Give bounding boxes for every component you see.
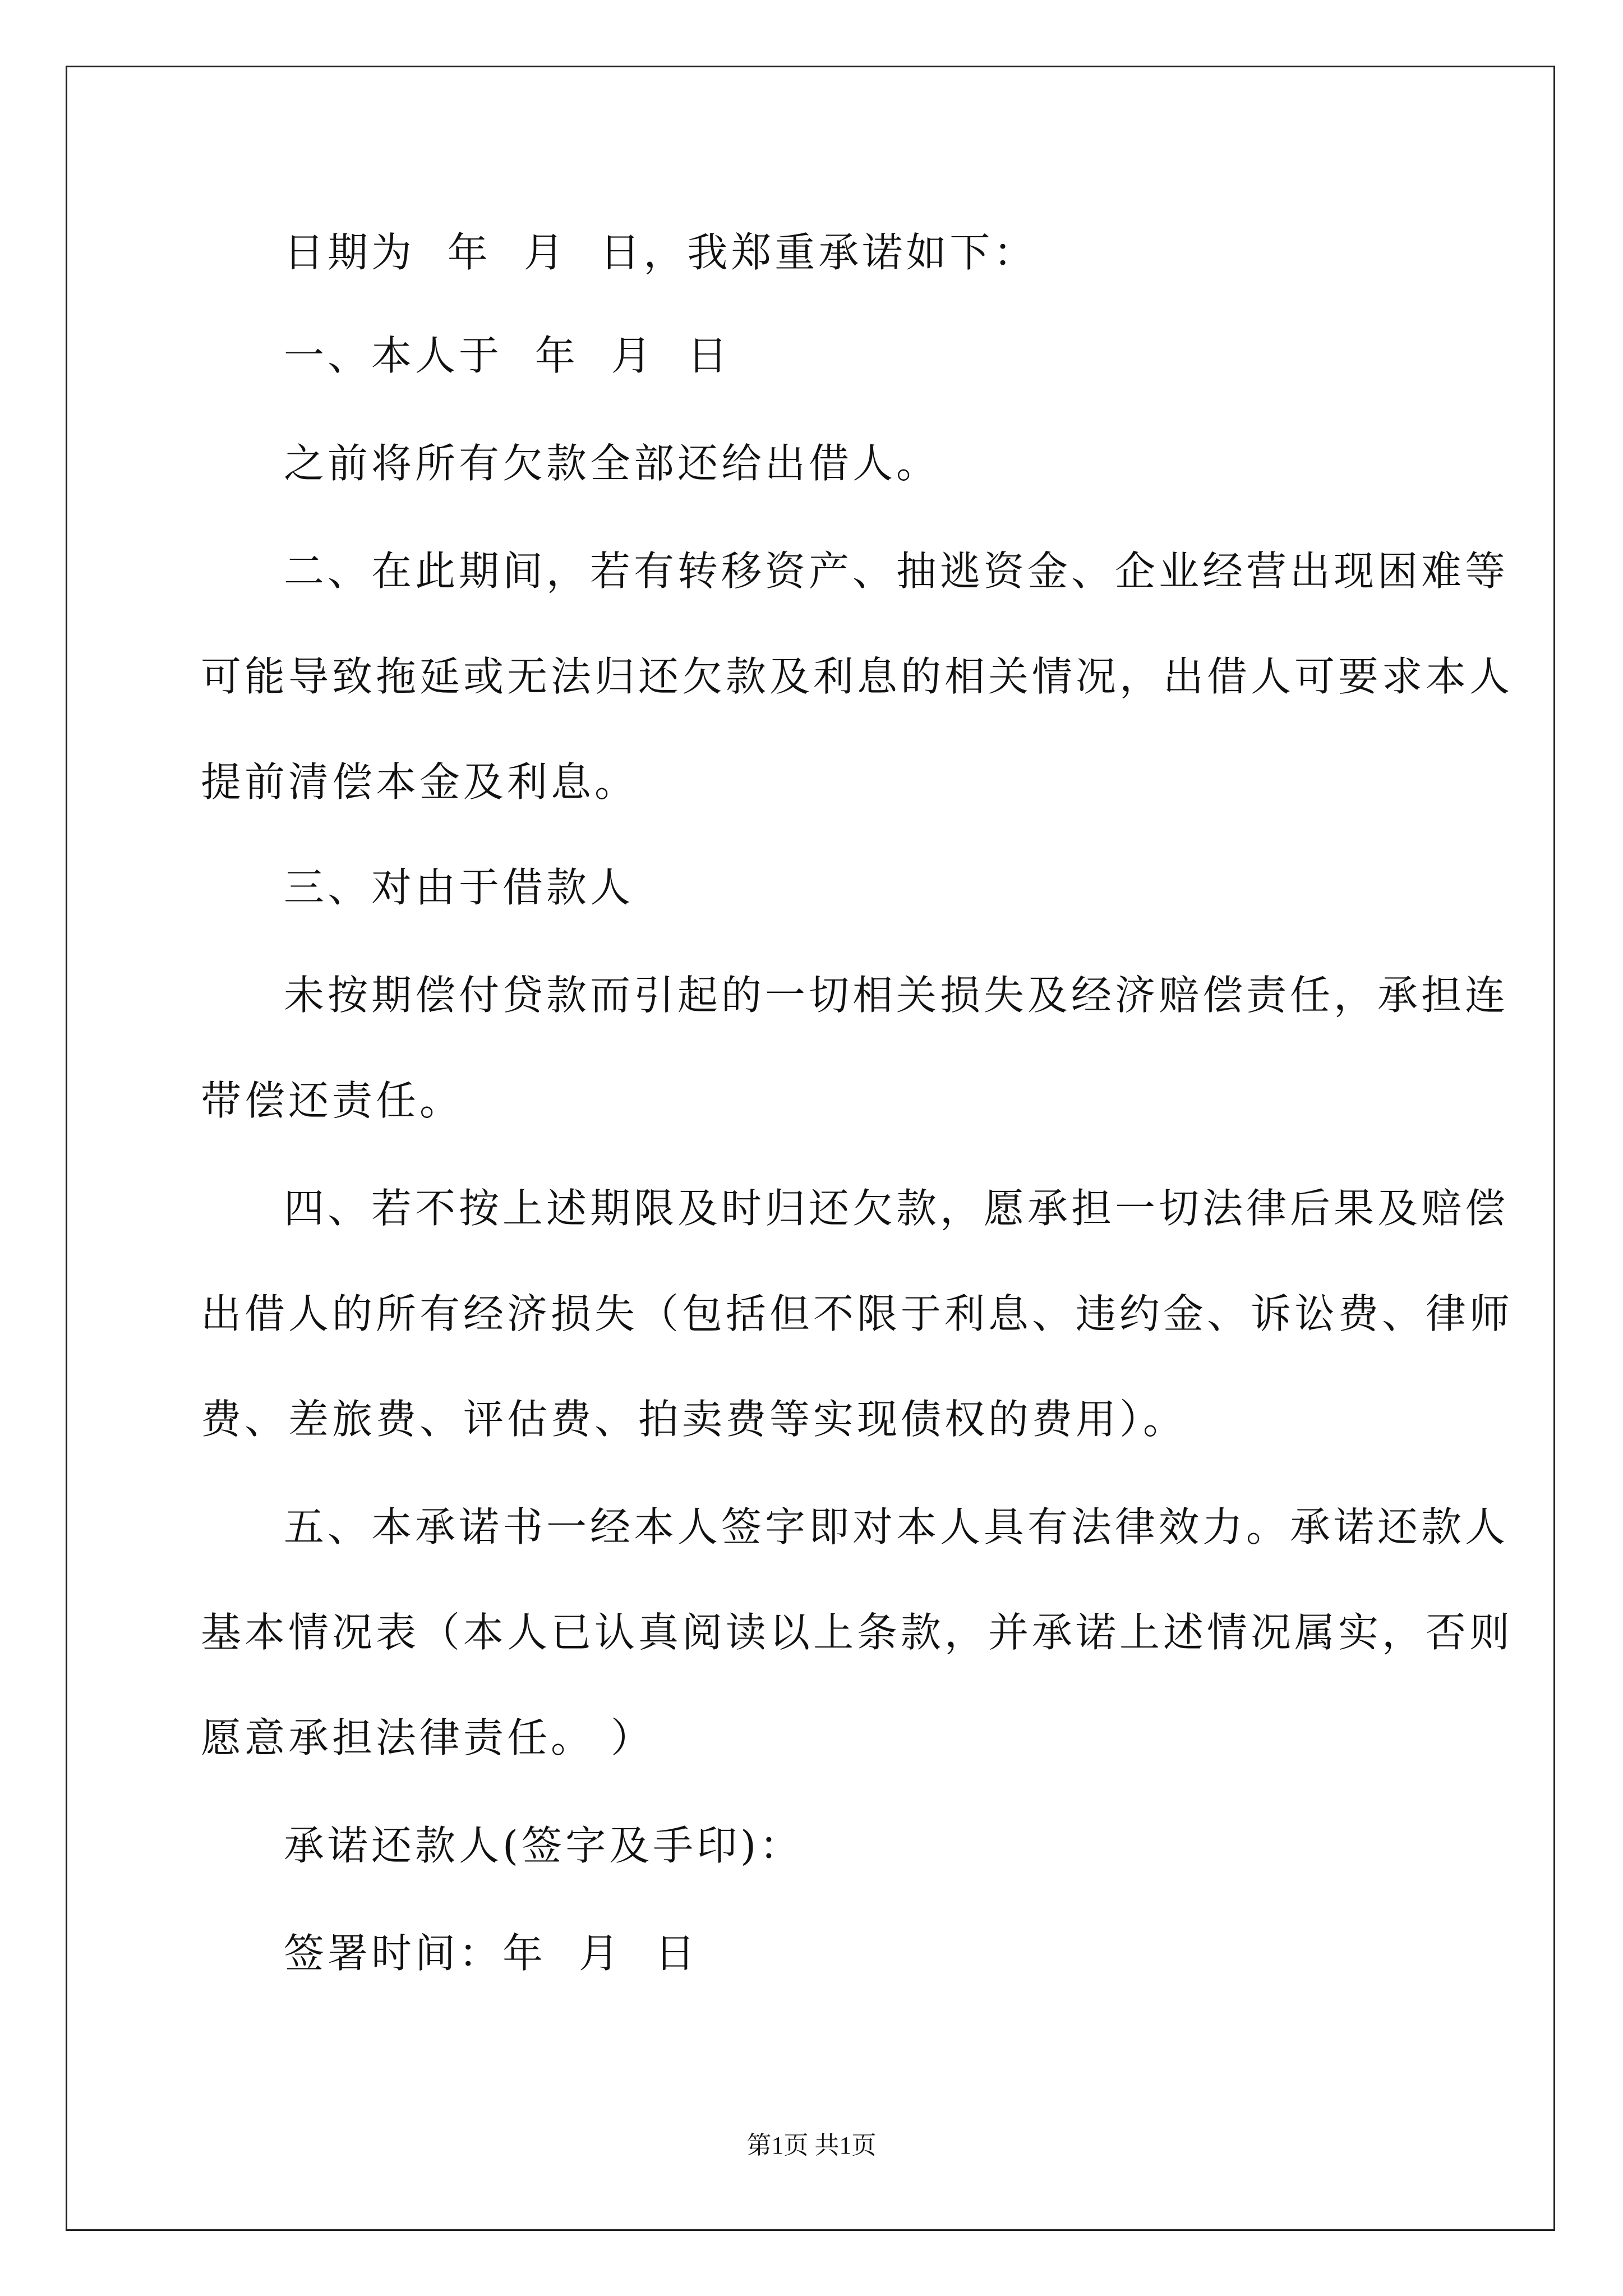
clause-3-continuation-1: 未按期偿付贷款而引起的一切相关损失及经济赔偿责任，承担连	[284, 972, 1509, 1019]
clause-5-line-2: 基本情况表（本人已认真阅读以上条款，并承诺上述情况属实，否则	[201, 1609, 1514, 1656]
clause-2-line-2: 可能导致拖延或无法归还欠款及利息的相关情况，出借人可要求本人	[201, 653, 1514, 700]
clause-5-line-1: 五、本承诺书一经本人签字即对本人具有法律效力。承诺还款人	[284, 1503, 1509, 1550]
signing-date-line: 签署时间：年 月 日	[284, 1930, 699, 1977]
page-number: 第1页 共1页	[746, 2132, 877, 2159]
clause-1-continuation: 之前将所有欠款全部还给出借人。	[284, 440, 940, 487]
clause-5-line-3: 愿意承担法律责任。 ）	[201, 1714, 654, 1761]
clause-3-line: 三、对由于借款人	[284, 864, 634, 911]
clause-4-line-2: 出借人的所有经济损失（包括但不限于利息、违约金、诉讼费、律师	[201, 1290, 1514, 1337]
clause-2-line-1: 二、在此期间，若有转移资产、抽逃资金、企业经营出现困难等	[284, 547, 1509, 595]
signature-line: 承诺还款人(签字及手印)：	[284, 1822, 804, 1869]
clause-4-line-1: 四、若不按上述期限及时归还欠款，愿承担一切法律后果及赔偿	[284, 1185, 1509, 1232]
clause-3-continuation-2: 带偿还责任。	[201, 1077, 464, 1124]
clause-1-line: 一、本人于 年 月 日	[284, 332, 731, 379]
page-border	[66, 66, 1555, 2231]
clause-4-line-3: 费、差旅费、评估费、拍卖费等实现债权的费用）。	[201, 1396, 1187, 1443]
clause-2-line-3: 提前清偿本金及利息。	[201, 758, 639, 806]
paragraph-date-line: 日期为 年 月 日，我郑重承诺如下：	[284, 229, 1038, 276]
